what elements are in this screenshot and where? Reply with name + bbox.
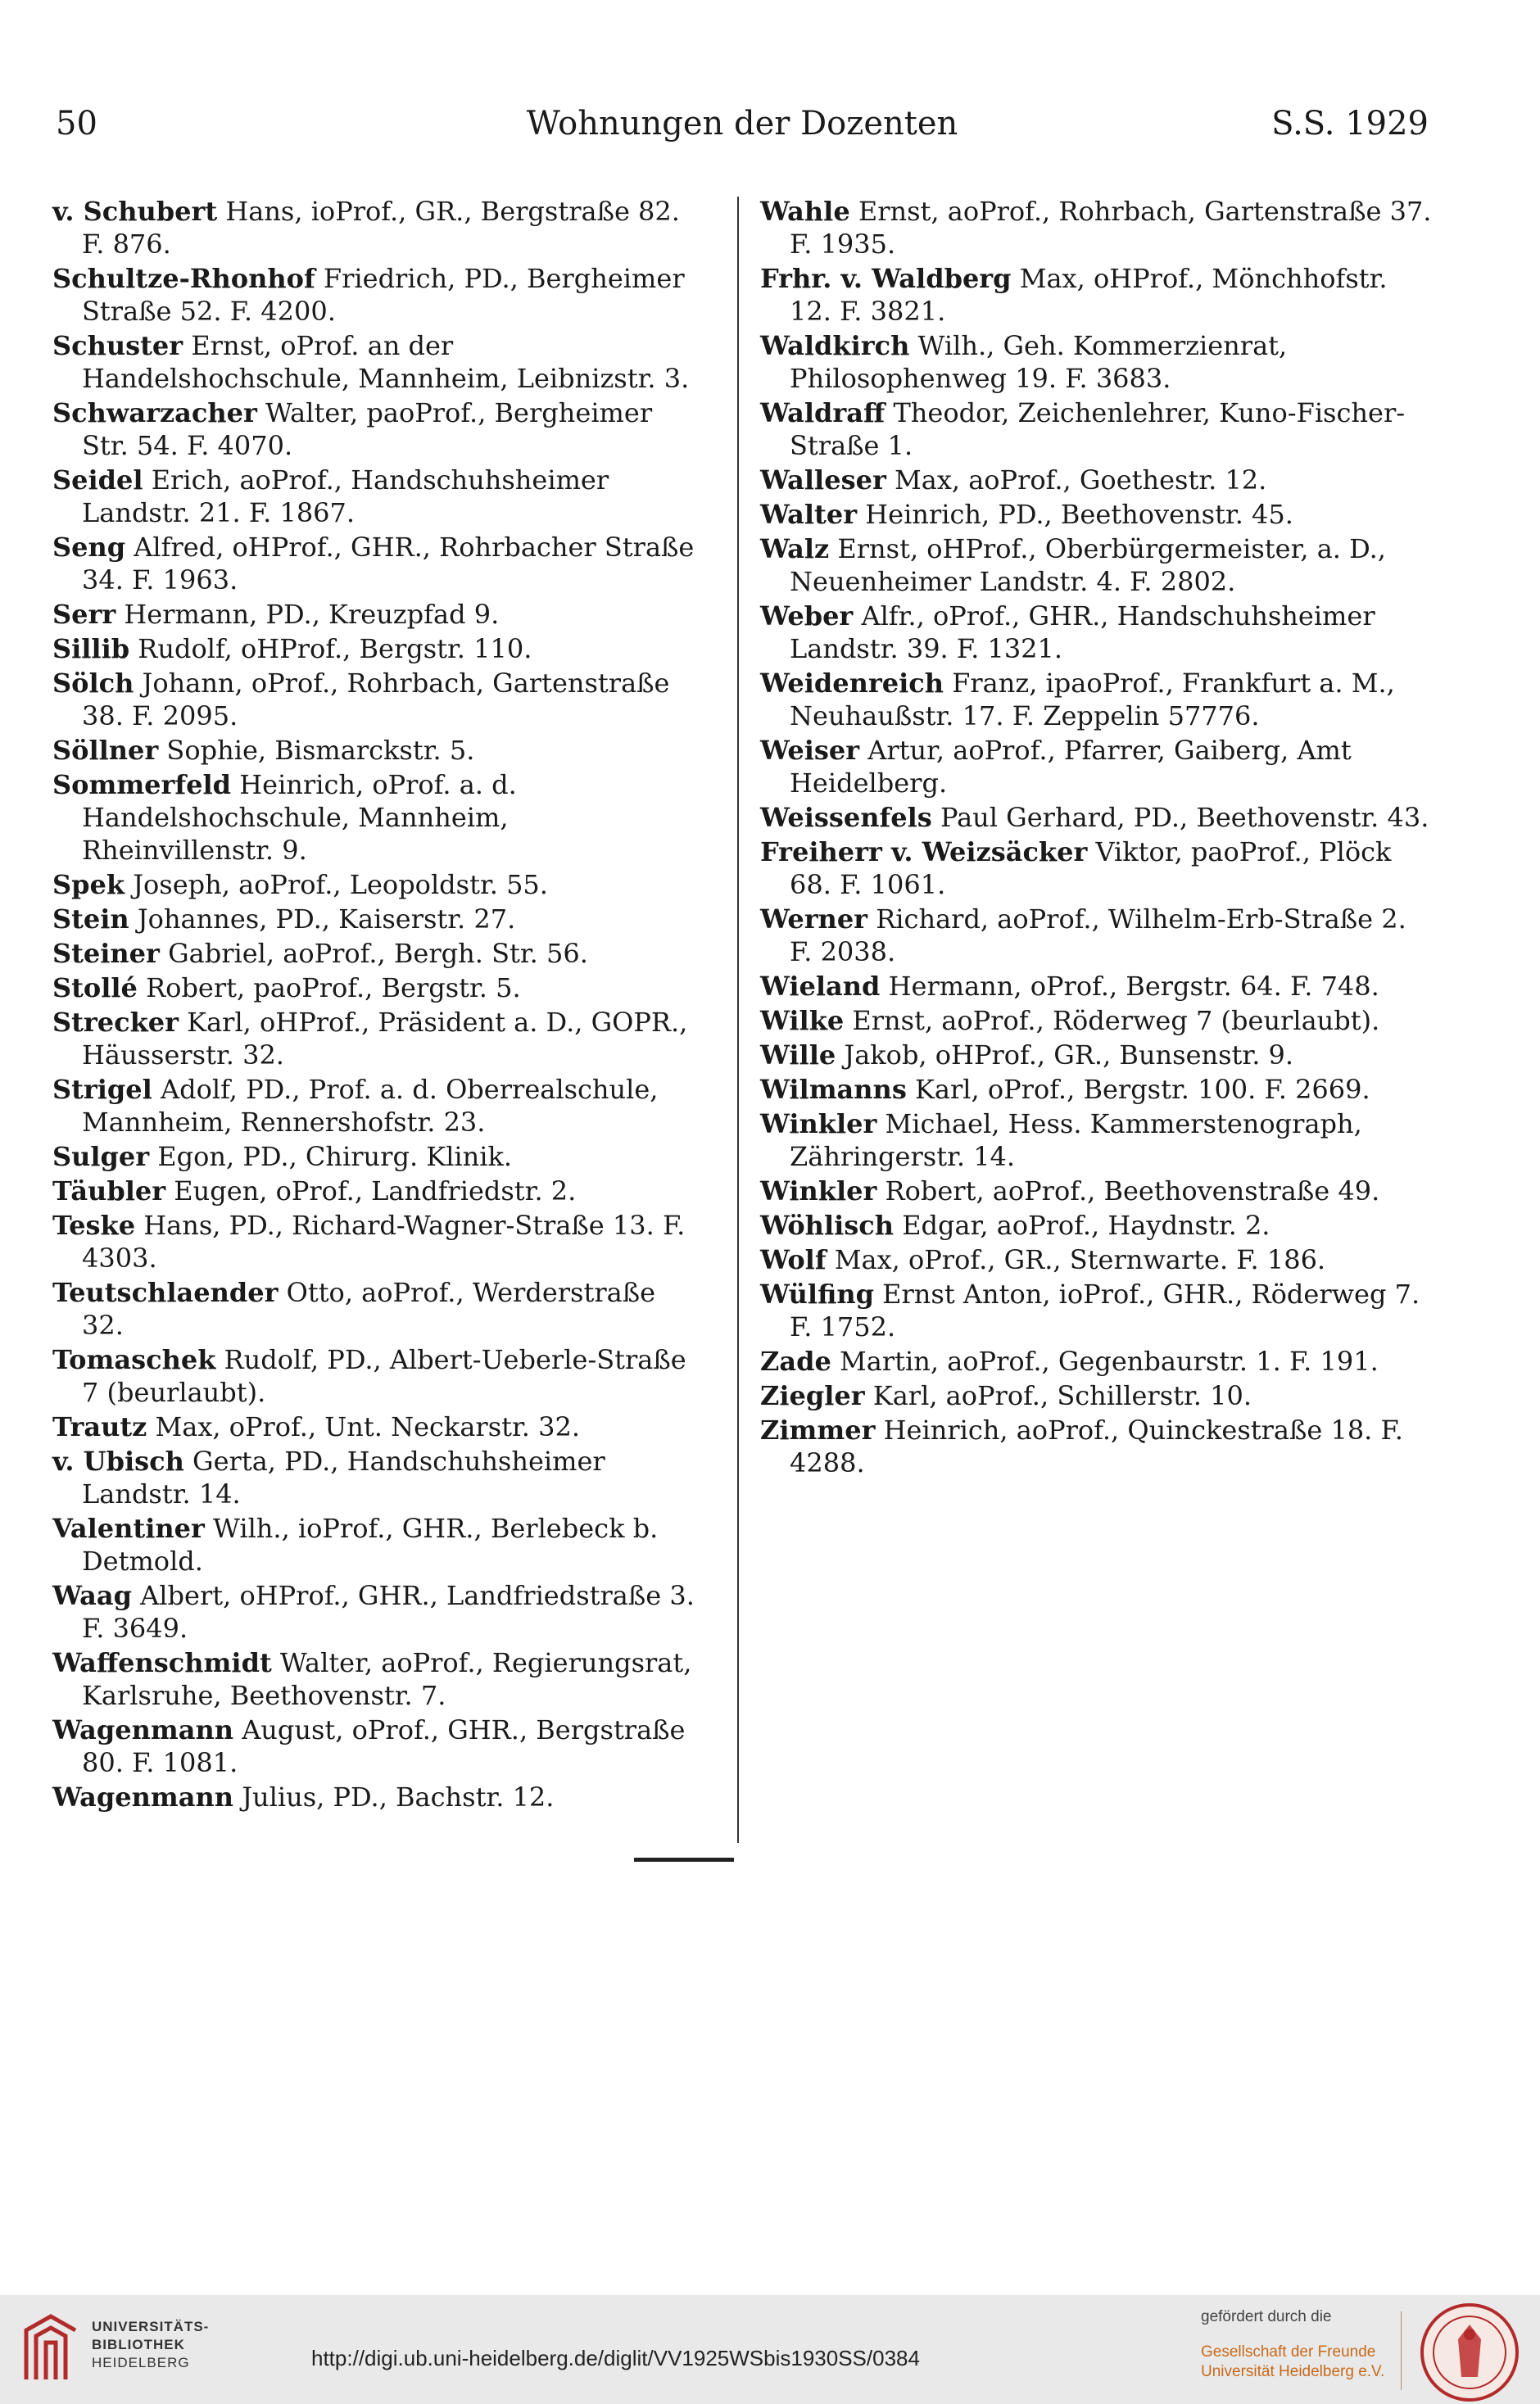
directory-entry: [760, 600, 1434, 665]
entry-surname: Stollé: [52, 972, 138, 1003]
entry-details: Richard, aoProf., Wilhelm-Erb-Straße 2. F. 2038.: [790, 903, 1406, 967]
entry-surname: Söllner: [52, 735, 159, 766]
entry-details: Franz, ipaoProf., Frankfurt a. M., Neuhaußstr. 17. F. Zeppelin 57776.: [790, 668, 1395, 731]
directory-entry: [760, 396, 1434, 462]
entry-surname: v. Schubert: [52, 196, 218, 227]
entry-surname: Werner: [760, 903, 868, 935]
entry-surname: Täubler: [52, 1175, 166, 1207]
directory-entry: [52, 1646, 700, 1712]
entry-details: Gabriel, aoProf., Bergh. Str. 56.: [159, 938, 588, 969]
directory-entry: [760, 329, 1434, 395]
entry-details: Ernst, oProf. an der Handelshochschule, Mannheim, Leibnizstr. 3.: [82, 330, 690, 394]
column-divider: [737, 197, 739, 1843]
end-rule: [634, 1858, 734, 1862]
library-name-line2: BIBLIOTHEK: [92, 2337, 185, 2352]
entry-surname: Schwarzacher: [52, 397, 257, 428]
directory-entry: [52, 1073, 700, 1139]
entry-surname: Waldraff: [760, 397, 886, 428]
entry-surname: Walz: [760, 533, 830, 564]
entry-surname: Serr: [52, 599, 116, 630]
entry-details: Artur, aoProf., Pfarrer, Gaiberg, Amt Heidelberg.: [790, 735, 1352, 799]
entry-details: Gerta, PD., Handschuhsheimer Landstr. 14.: [82, 1446, 605, 1510]
library-name-line3: HEIDELBERG: [92, 2355, 190, 2370]
directory-entry: [52, 396, 700, 462]
entry-details: Egon, PD., Chirurg. Klinik.: [149, 1141, 513, 1172]
directory-entry: [760, 532, 1434, 598]
entry-surname: Wöhlisch: [760, 1210, 895, 1241]
digitization-footer: [0, 2295, 1540, 2404]
entry-surname: Seng: [52, 532, 126, 563]
entry-details: Martin, aoProf., Gegenbaurstr. 1. F. 191.: [831, 1346, 1379, 1377]
entry-details: Walter, paoProf., Bergheimer Str. 54. F. 4070.: [82, 397, 653, 461]
entry-surname: Sommerfeld: [52, 769, 232, 800]
entry-surname: Wolf: [760, 1244, 827, 1275]
directory-entry: [760, 1379, 1434, 1412]
entry-details: Heinrich, PD., Beethovenstr. 45.: [857, 499, 1293, 530]
entry-details: Rudolf, oHProf., Bergstr. 110.: [129, 633, 532, 664]
society-name-line2: Universität Heidelberg e.V.: [1201, 2363, 1385, 2380]
entry-surname: Freiherr v. Weizsäcker: [760, 836, 1088, 867]
directory-entry: [52, 1140, 700, 1173]
entry-surname: Tomaschek: [52, 1344, 216, 1375]
directory-entry: [52, 1781, 700, 1813]
library-logo-icon[interactable]: [18, 2310, 84, 2384]
entry-details: Wilh., ioProf., GHR., Berlebeck b. Detmold.: [82, 1513, 659, 1577]
directory-entry: [760, 1278, 1434, 1343]
directory-entry: [760, 801, 1434, 834]
entry-surname: Teske: [52, 1210, 136, 1241]
directory-entry: [52, 1410, 700, 1443]
entry-details: Karl, aoProf., Schillerstr. 10.: [864, 1380, 1252, 1411]
entry-details: Hans, PD., Richard-Wagner-Straße 13. F. 4303.: [82, 1210, 686, 1274]
entry-surname: Frhr. v. Waldberg: [760, 263, 1012, 294]
library-name-line1: UNIVERSITÄTS-: [92, 2319, 210, 2334]
footer-separator: [1401, 2311, 1402, 2390]
entry-details: Joseph, aoProf., Leopoldstr. 55.: [125, 869, 548, 900]
funded-by-label: gefördert durch die: [1201, 2308, 1332, 2325]
entry-surname: Ziegler: [760, 1380, 865, 1411]
entry-details: Erich, aoProf., Handschuhsheimer Landstr. 21. F. 1867.: [82, 464, 609, 528]
entry-details: Karl, oHProf., Präsident a. D., GOPR., Häusserstr. 32.: [82, 1007, 688, 1071]
directory-entry: [760, 734, 1434, 799]
directory-entry: [52, 1343, 700, 1409]
entry-details: Jakob, oHProf., GR., Bunsenstr. 9.: [836, 1039, 1294, 1071]
entry-details: Michael, Hess. Kammerstenograph, Zähringerstr. 14.: [790, 1108, 1362, 1172]
entry-details: Sophie, Bismarckstr. 5.: [158, 735, 475, 766]
directory-entry: [52, 1512, 700, 1578]
directory-entry: [760, 1107, 1434, 1173]
entry-surname: Stein: [52, 903, 129, 935]
entry-surname: Wagenmann: [52, 1714, 234, 1745]
entry-details: Max, oHProf., Mönchhofstr. 12. F. 3821.: [790, 263, 1388, 327]
entry-surname: Winkler: [760, 1175, 877, 1207]
directory-entry: [52, 768, 700, 867]
entry-surname: Sulger: [52, 1141, 150, 1172]
entry-details: Max, oProf., GR., Sternwarte. F. 186.: [826, 1244, 1326, 1275]
directory-entry: [760, 1243, 1434, 1276]
entry-details: August, oProf., GHR., Bergstraße 80. F. 1081.: [82, 1714, 686, 1778]
entry-details: Karl, oProf., Bergstr. 100. F. 2669.: [906, 1074, 1370, 1105]
entry-details: Heinrich, aoProf., Quinckestraße 18. F. 4288.: [790, 1415, 1403, 1478]
directory-entry: [52, 632, 700, 665]
entry-surname: Waldkirch: [760, 330, 910, 361]
entry-surname: Weissenfels: [760, 802, 932, 833]
entry-surname: Winkler: [760, 1108, 877, 1139]
page-number: 50: [56, 105, 97, 143]
directory-entry: [52, 667, 700, 732]
entry-details: Max, oProf., Unt. Neckarstr. 32.: [147, 1411, 580, 1442]
source-url-link[interactable]: http://digi.ub.uni-heidelberg.de/diglit/VV1925WSbis1930SS/0384: [311, 2346, 920, 2370]
entry-details: Albert, oHProf., GHR., Landfriedstraße 3. F. 3649.: [82, 1580, 695, 1644]
directory-entry: [52, 531, 700, 596]
entry-details: Max, aoProf., Goethestr. 12.: [886, 464, 1267, 496]
society-name[interactable]: [1201, 2343, 1384, 2382]
directory-entry: [760, 1345, 1434, 1378]
directory-entry: [760, 903, 1434, 968]
entry-details: Wilh., Geh. Kommerzienrat, Philosophenweg 19. F. 3683.: [790, 330, 1288, 394]
directory-entry: [760, 970, 1434, 1003]
directory-entry: [52, 971, 700, 1004]
entry-details: Hermann, oProf., Bergstr. 64. F. 748.: [880, 971, 1379, 1002]
semester-label: S.S. 1929: [1271, 105, 1429, 143]
entry-surname: Wagenmann: [52, 1781, 234, 1813]
directory-entry: [52, 1276, 700, 1342]
directory-entry: [52, 1209, 700, 1274]
directory-entry: [52, 195, 700, 260]
entry-surname: Wille: [760, 1039, 836, 1071]
entry-details: Julius, PD., Bachstr. 12.: [233, 1781, 555, 1813]
entry-surname: Zade: [760, 1346, 831, 1377]
directory-entry: [52, 1714, 700, 1779]
entry-surname: Walter: [760, 499, 858, 530]
directory-entry: [52, 1445, 700, 1510]
directory-entry: [760, 1414, 1434, 1479]
entry-surname: Wülfing: [760, 1279, 874, 1310]
entry-details: Friedrich, PD., Bergheimer Straße 52. F. 4200.: [82, 263, 685, 327]
entry-surname: Spek: [52, 869, 125, 900]
entry-surname: Teutschlaender: [52, 1277, 279, 1308]
society-name-line1: Gesellschaft der Freunde: [1201, 2343, 1376, 2361]
entry-surname: Wilke: [760, 1005, 845, 1036]
directory-entry: [52, 937, 700, 970]
entry-surname: Weidenreich: [760, 668, 944, 699]
directory-entry: [760, 1039, 1434, 1071]
entry-surname: v. Ubisch: [52, 1446, 184, 1477]
entry-details: Adolf, PD., Prof. a. d. Oberrealschule, Mannheim, Rennershofstr. 23.: [82, 1074, 659, 1138]
right-column: [760, 195, 1434, 1481]
entry-surname: Waffenschmidt: [52, 1647, 272, 1678]
directory-entry: [52, 868, 700, 901]
entry-details: Heinrich, oProf. a. d. Handelshochschule, Mannheim, Rheinvillenstr. 9.: [82, 769, 517, 866]
entry-details: Ernst Anton, ioProf., GHR., Röderweg 7. F. 1752.: [790, 1279, 1420, 1342]
directory-entry: [760, 262, 1434, 328]
entry-details: Viktor, paoProf., Plöck 68. F. 1061.: [790, 836, 1392, 900]
left-column: [52, 195, 700, 1815]
page-title: Wohnungen der Dozenten: [526, 105, 958, 143]
entry-details: Johann, oProf., Rohrbach, Gartenstraße 38. F. 2095.: [82, 668, 670, 731]
directory-entry: [760, 498, 1434, 531]
entry-surname: Strigel: [52, 1074, 152, 1105]
directory-entry: [760, 1073, 1434, 1106]
entry-surname: Trautz: [52, 1411, 147, 1442]
entry-details: Robert, aoProf., Beethovenstraße 49.: [876, 1175, 1380, 1207]
directory-entry: [52, 598, 700, 631]
entry-details: Hermann, PD., Kreuzpfad 9.: [116, 599, 500, 630]
entry-details: Ernst, oHProf., Oberbürgermeister, a. D., Neuenheimer Landstr. 4. F. 2802.: [790, 533, 1386, 597]
directory-entry: [760, 464, 1434, 496]
entry-details: Robert, paoProf., Bergstr. 5.: [137, 972, 521, 1003]
entry-details: Paul Gerhard, PD., Beethovenstr. 43.: [931, 802, 1429, 833]
entry-surname: Sölch: [52, 668, 134, 699]
entry-surname: Strecker: [52, 1007, 179, 1038]
entry-details: Hans, ioProf., GR., Bergstraße 82. F. 876.: [82, 196, 680, 260]
entry-surname: Wilmanns: [760, 1074, 907, 1105]
entry-surname: Wieland: [760, 971, 881, 1002]
directory-entry: [760, 667, 1434, 732]
entry-details: Theodor, Zeichenlehrer, Kuno-Fischer-Straße 1.: [790, 397, 1406, 461]
library-name: [92, 2318, 209, 2372]
entry-surname: Schuster: [52, 330, 183, 361]
directory-entry: [52, 329, 700, 395]
entry-surname: Sillib: [52, 633, 130, 664]
directory-entry: [760, 1004, 1434, 1037]
entry-surname: Wahle: [760, 196, 850, 227]
directory-entry: [52, 1006, 700, 1071]
entry-surname: Walleser: [760, 464, 886, 496]
entry-details: Alfred, oHProf., GHR., Rohrbacher Straße 34. F. 1963.: [82, 532, 695, 595]
directory-entry: [760, 195, 1434, 260]
entry-details: Walter, aoProf., Regierungsrat, Karlsruhe, Beethovenstr. 7.: [82, 1647, 692, 1711]
directory-entry: [52, 1175, 700, 1207]
directory-entry: [52, 1579, 700, 1645]
entry-surname: Weber: [760, 600, 854, 632]
entry-surname: Valentiner: [52, 1513, 205, 1544]
directory-entry: [760, 835, 1434, 901]
entry-surname: Zimmer: [760, 1415, 876, 1446]
entry-details: Eugen, oProf., Landfriedstr. 2.: [165, 1175, 577, 1207]
directory-entry: [52, 262, 700, 328]
entry-surname: Weiser: [760, 735, 860, 766]
directory-entry: [52, 903, 700, 935]
page-header: [56, 105, 1429, 154]
entry-surname: Seidel: [52, 464, 143, 496]
entry-details: Edgar, aoProf., Haydnstr. 2.: [894, 1210, 1270, 1241]
entry-details: Rudolf, PD., Albert-Ueberle-Straße 7 (beurlaubt).: [82, 1344, 686, 1408]
entry-details: Johannes, PD., Kaiserstr. 27.: [129, 903, 516, 935]
directory-entry: [760, 1175, 1434, 1207]
entry-surname: Waag: [52, 1580, 132, 1611]
entry-details: Alfr., oProf., GHR., Handschuhsheimer Landstr. 39. F. 1321.: [790, 600, 1375, 664]
entry-surname: Steiner: [52, 938, 160, 969]
entry-surname: Schultze-Rhonhof: [52, 263, 315, 294]
directory-entry: [52, 464, 700, 529]
entry-details: Ernst, aoProf., Rohrbach, Gartenstraße 37. F. 1935.: [790, 196, 1432, 260]
university-seal-icon[interactable]: [1419, 2302, 1520, 2403]
entry-details: Ernst, aoProf., Röderweg 7 (beurlaubt).: [844, 1005, 1380, 1036]
directory-entry: [52, 734, 700, 767]
directory-entry: [760, 1209, 1434, 1242]
entry-details: Otto, aoProf., Werderstraße 32.: [82, 1277, 656, 1341]
